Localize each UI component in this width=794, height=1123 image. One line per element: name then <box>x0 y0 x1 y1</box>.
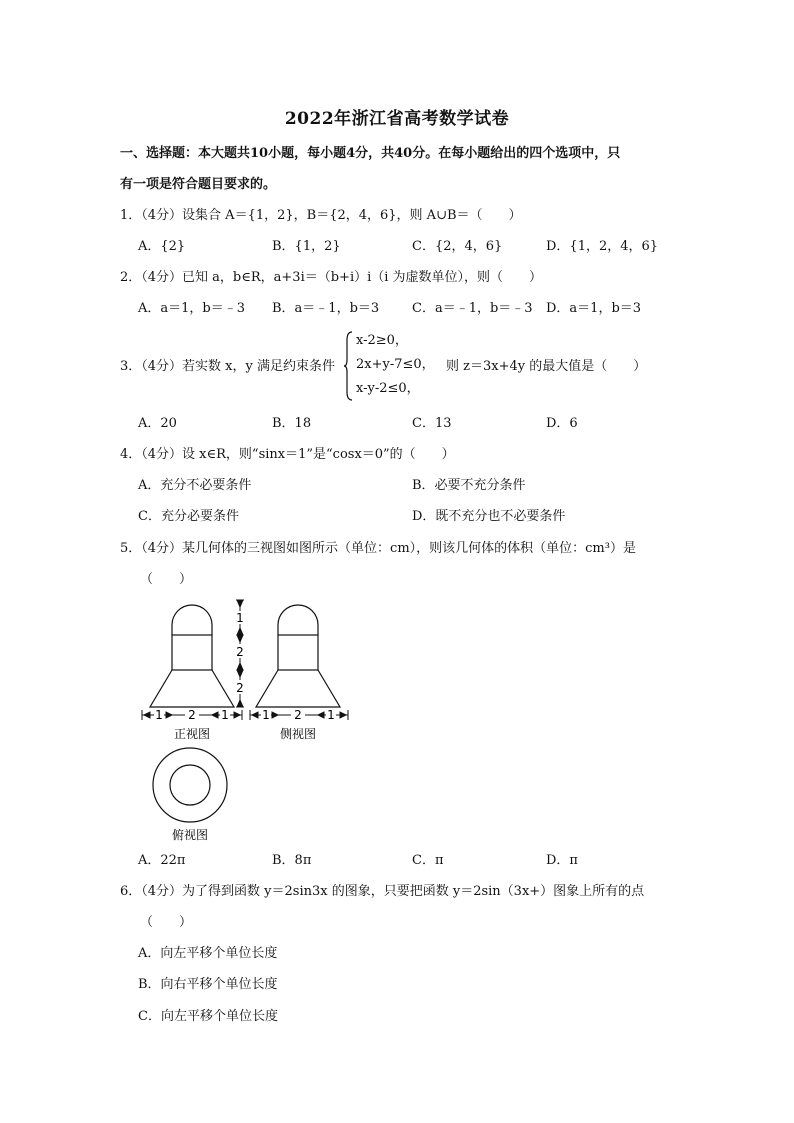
front-dim-2: 2 <box>188 708 196 722</box>
question-6-stem: 6．（4分）为了得到函数 y＝2sin3x 的图象，只要把函数 y＝2sin（3x+）图象上所有的点 <box>120 884 645 899</box>
q3-option-c: C．13 <box>412 416 452 431</box>
q1-option-d: D．{1，2，4，6} <box>546 239 659 254</box>
q3-option-a: A．20 <box>138 416 177 431</box>
question-1-stem: 1．（4分）设集合 A＝{1，2}，B＝{2，4，6}，则 A∪B＝（ ） <box>120 208 522 223</box>
side-dim-1: 1 <box>262 708 270 722</box>
q2-option-a: A．a＝1，b＝﹣3 <box>138 301 246 316</box>
q6-option-a: A．向左平移个单位长度 <box>138 946 278 961</box>
q3-option-d: D．6 <box>546 416 578 431</box>
top-view <box>153 748 227 822</box>
question-5-stem: 5．（4分）某几何体的三视图如图所示（单位：cm），则该几何体的体积（单位：cm³）是 <box>120 541 636 556</box>
q1-option-c: C．{2，4，6} <box>412 239 503 254</box>
q5-option-a: A．22π <box>138 853 186 868</box>
front-view-label: 正视图 <box>173 727 211 741</box>
q3-option-b: B．18 <box>272 416 312 431</box>
q4-option-c: C．充分必要条件 <box>138 509 239 524</box>
constraint-1: x-2≥0， <box>356 333 408 348</box>
dim-vertical-3: 2 <box>236 681 244 695</box>
question-5-stem-paren: （ ） <box>140 572 193 587</box>
q4-option-d: D．既不充分也不必要条件 <box>412 509 566 524</box>
page-title: 2022年浙江省高考数学试卷 <box>284 109 510 129</box>
q5-option-d: D．π <box>546 853 578 868</box>
front-dim-1: 1 <box>155 708 163 722</box>
top-view-label: 俯视图 <box>171 828 209 842</box>
side-view-label: 侧视图 <box>279 727 317 741</box>
side-dim-2: 2 <box>294 708 302 722</box>
constraint-3: x-y-2≤0， <box>356 381 420 396</box>
q5-option-b: B．8π <box>272 853 312 868</box>
question-6-stem-paren: （ ） <box>140 915 193 930</box>
brace-icon <box>344 330 354 402</box>
question-3-stem-before: 3．（4分）若实数 x，y 满足约束条件 <box>120 359 335 374</box>
question-3-stem-after: 则 z＝3x+4y 的最大值是（ ） <box>446 359 647 374</box>
dim-vertical-1: 1 <box>236 611 244 625</box>
side-dim-3: 1 <box>327 708 335 722</box>
dim-vertical-2: 2 <box>236 645 244 659</box>
section-heading-line2: 有一项是符合题目要求的。 <box>120 177 277 192</box>
q5-option-c: C．π <box>412 853 444 868</box>
q6-option-b: B．向右平移个单位长度 <box>138 977 278 992</box>
q1-option-b: B．{1，2} <box>272 239 341 254</box>
question-2-stem: 2．（4分）已知 a，b∈R，a+3i＝（b+i）i（i 为虚数单位），则（ ） <box>120 270 543 285</box>
q2-option-c: C．a＝﹣1，b＝﹣3 <box>412 301 533 316</box>
three-view-figure <box>130 595 360 850</box>
front-view <box>150 605 234 707</box>
q4-option-a: A．充分不必要条件 <box>138 478 252 493</box>
section-heading-line1: 一、选择题：本大题共10小题，每小题4分，共40分。在每小题给出的四个选项中，只 <box>120 146 621 161</box>
q2-option-b: B．a＝﹣1，b＝3 <box>272 301 380 316</box>
q2-option-d: D．a＝1，b＝3 <box>546 301 642 316</box>
constraint-2: 2x+y-7≤0， <box>356 357 435 372</box>
q1-option-a: A．{2} <box>138 239 186 254</box>
side-view <box>256 605 340 707</box>
q4-option-b: B．必要不充分条件 <box>412 478 526 493</box>
q6-option-c: C．向左平移个单位长度 <box>138 1009 278 1024</box>
question-4-stem: 4．（4分）设 x∈R，则“sinx＝1”是“cosx＝0”的（ ） <box>120 447 455 462</box>
front-dim-3: 1 <box>221 708 229 722</box>
